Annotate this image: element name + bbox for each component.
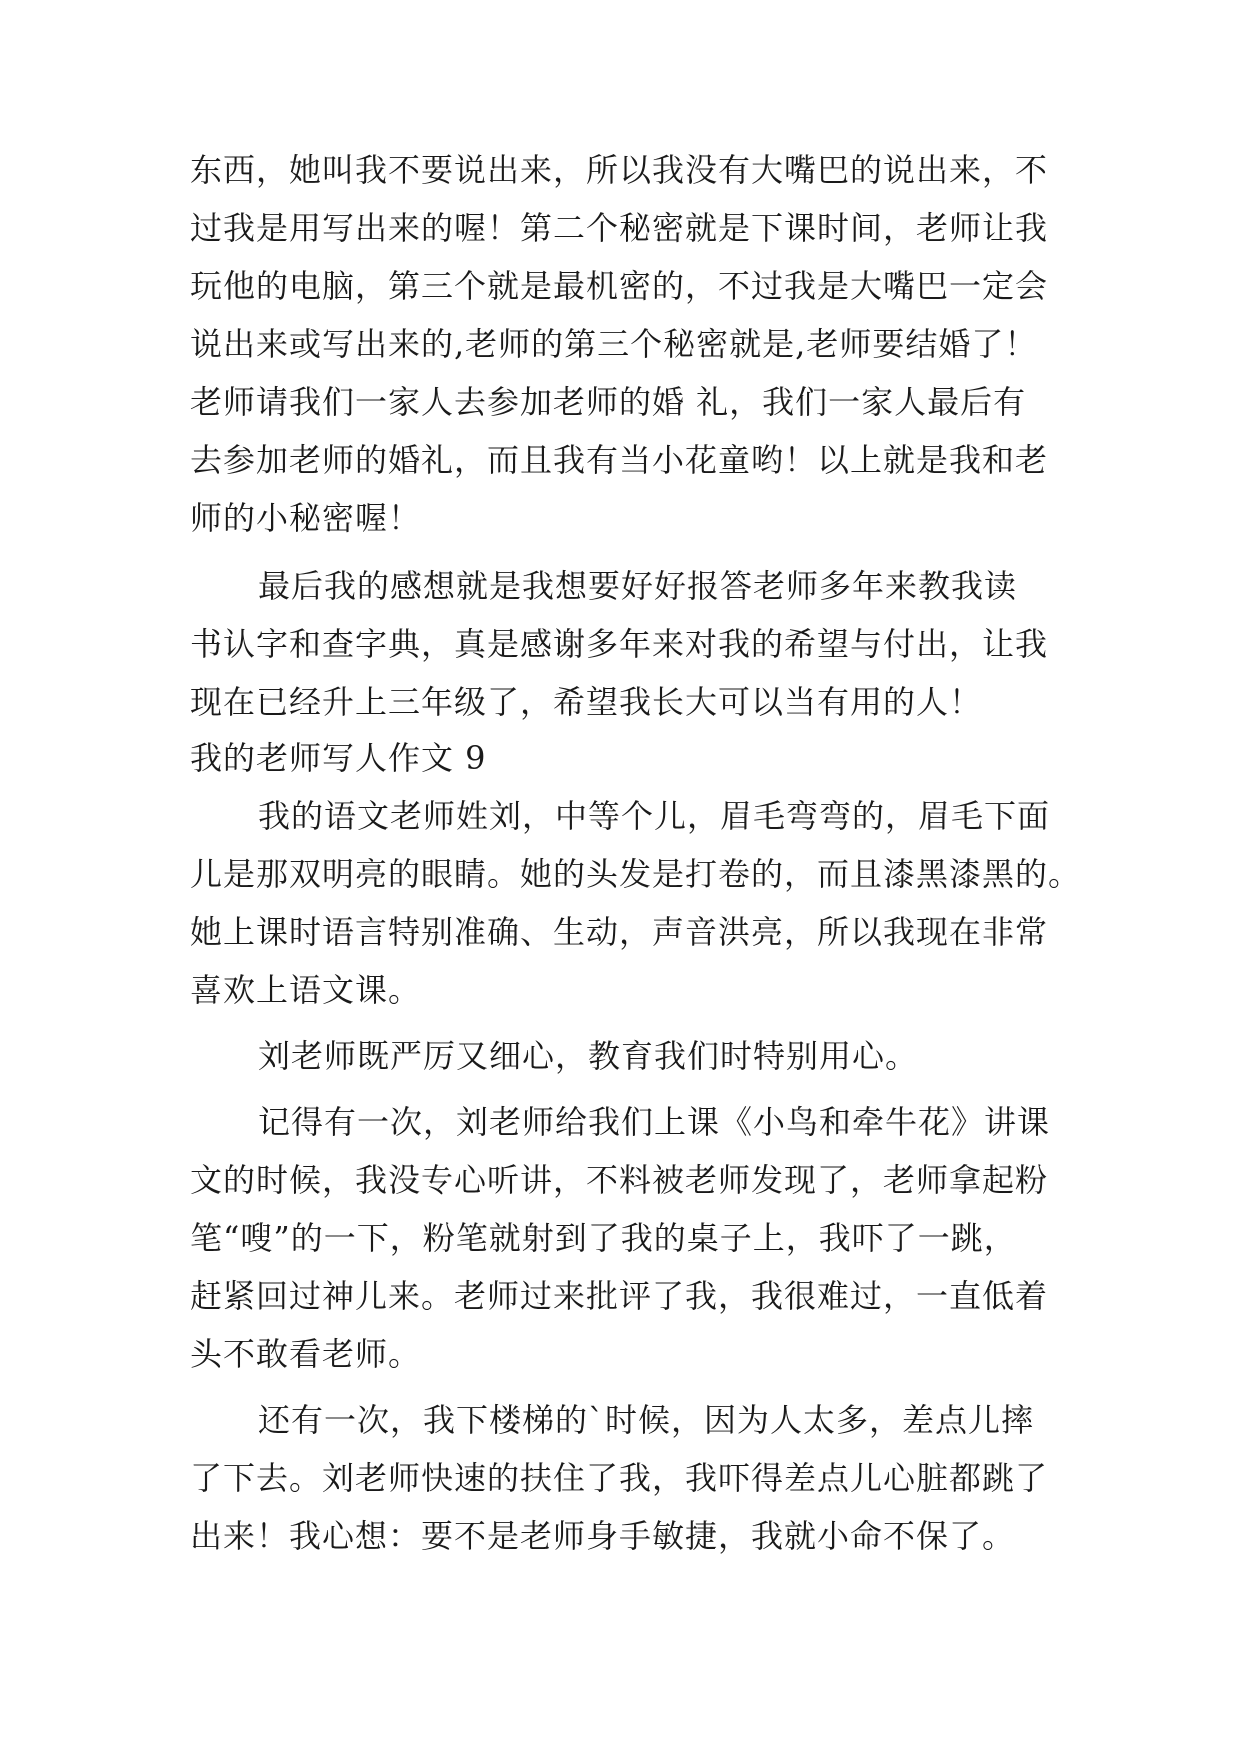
- section-heading: 我的老师写人作文 9: [190, 739, 487, 777]
- text-line: 笔“嗖”的一下，粉笔就射到了我的桌子上，我吓了一跳，: [190, 1219, 1017, 1257]
- text-line: 记得有一次，刘老师给我们上课《小鸟和牵牛花》讲课: [258, 1103, 1051, 1141]
- text-line: 老师请我们一家人去参加老师的婚 礼，我们一家人最后有: [190, 383, 1027, 421]
- text-line: 现在已经升上三年级了，希望我长大可以当有用的人！: [190, 683, 983, 721]
- text-line: 出来！我心想：要不是老师身手敏捷，我就小命不保了。: [190, 1517, 1016, 1555]
- text-line: 了下去。刘老师快速的扶住了我，我吓得差点儿心脏都跳了: [190, 1459, 1049, 1497]
- text-line: 说出来或写出来的,老师的第三个秘密就是,老师要结婚了！: [190, 325, 1038, 363]
- text-line: 头不敢看老师。: [190, 1335, 422, 1373]
- text-line: 我的语文老师姓刘，中等个儿，眉毛弯弯的，眉毛下面: [258, 797, 1051, 835]
- text-line: 刘老师既严厉又细心，教育我们时特别用心。: [258, 1037, 919, 1075]
- text-line: 东西，她叫我不要说出来，所以我没有大嘴巴的说出来，不: [190, 151, 1049, 189]
- text-line: 赶紧回过神儿来。老师过来批评了我，我很难过，一直低着: [190, 1277, 1049, 1315]
- text-line: 她上课时语言特别准确、生动，声音洪亮，所以我现在非常: [190, 913, 1049, 951]
- text-line: 文的时候，我没专心听讲，不料被老师发现了，老师拿起粉: [190, 1161, 1049, 1199]
- text-line: 书认字和查字典，真是感谢多年来对我的希望与付出，让我: [190, 625, 1049, 663]
- text-line: 玩他的电脑，第三个就是最机密的，不过我是大嘴巴一定会: [190, 267, 1049, 305]
- text-line: 最后我的感想就是我想要好好报答老师多年来教我读: [258, 567, 1018, 605]
- text-line: 儿是那双明亮的眼睛。她的头发是打卷的，而且漆黑漆黑的。: [190, 855, 1082, 893]
- text-line: 过我是用写出来的喔！第二个秘密就是下课时间，老师让我: [190, 209, 1049, 247]
- text-line: 去参加老师的婚礼，而且我有当小花童哟！以上就是我和老: [190, 441, 1049, 479]
- text-line: 喜欢上语文课。: [190, 971, 422, 1009]
- text-line: 师的小秘密喔！: [190, 499, 422, 537]
- text-line: 还有一次，我下楼梯的`时候，因为人太多，差点儿摔: [258, 1401, 1035, 1439]
